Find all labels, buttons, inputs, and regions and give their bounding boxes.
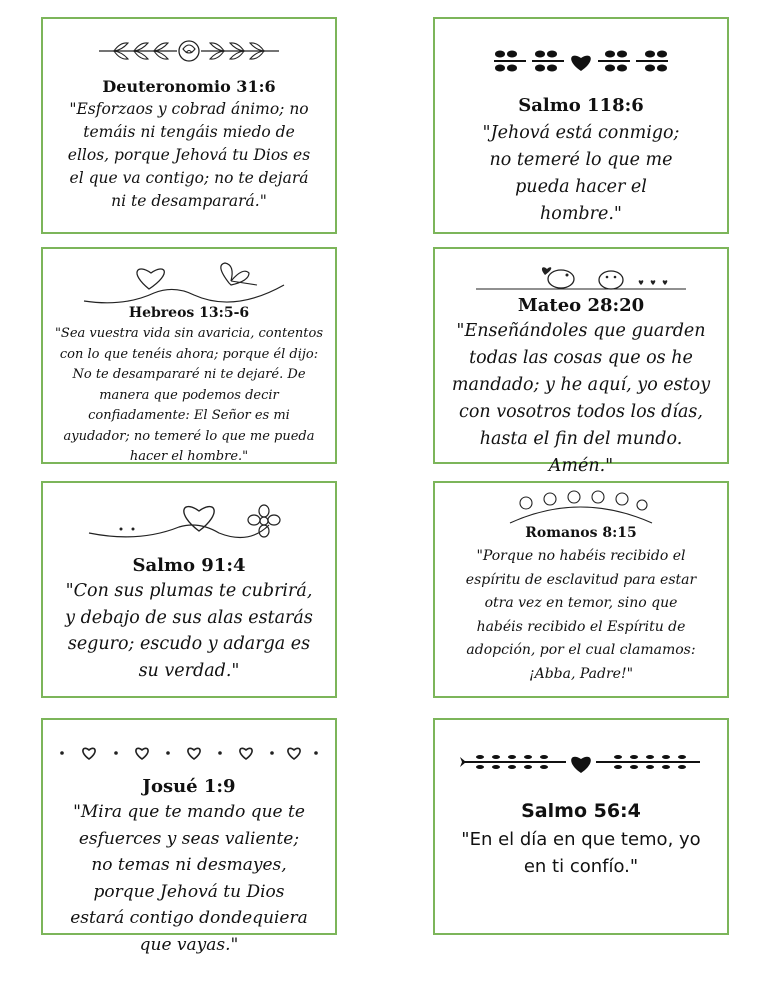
verse-card-salmo-91 (41, 481, 337, 698)
heart-laurel-icon (486, 43, 676, 79)
verse-text: "Porque no habéis recibido el espíritu de esclavitud para estar otra vez en temor, sino que habéis recibido el Espíritu de adopción, por el cual clamamos: ¡Abba, Padre!" (465, 548, 697, 682)
verse-text: "En el día en que temo, yo en ti confío." (461, 829, 701, 877)
verse-card-deuteronomio (41, 17, 337, 234)
birds-hearts-icon (471, 255, 691, 293)
verse-reference: Romanos 8:15 (525, 525, 637, 541)
verse-reference: Hebreos 13:5-6 (128, 305, 250, 321)
verse-card-salmo-118 (433, 17, 729, 234)
heart-butterfly-icon (79, 259, 299, 305)
verse-card-josue (41, 718, 337, 955)
verse-text: "Enseñándoles que guarden todas las cosas que os he mandado; y he aquí, yo estoy con vosotros todos los días, hasta el fin del mundo. Amén." (451, 321, 711, 476)
verse-text: "Jehová está conmigo; no temeré lo que me pueda hacer el hombre." (482, 123, 680, 224)
verse-card-romanos (433, 481, 729, 698)
floral-rose-icon (94, 31, 284, 71)
heart-flower-line-icon (79, 495, 299, 543)
verse-text: "Con sus plumas te cubrirá, y debajo de sus alas estarás seguro; escudo y adarga es su verdad." (65, 581, 313, 681)
verse-card-salmo-56 (433, 718, 729, 935)
light-bulbs-icon (506, 489, 656, 527)
heart-arrow-laurel-icon (456, 746, 706, 776)
verse-card-hebreos (41, 247, 337, 464)
verse-reference: Salmo 56:4 (521, 800, 641, 822)
verse-text: "Sea vuestra vida sin avaricia, contentos con lo que tenéis ahora; porque él dijo: No te desampararé ni te dejaré. De manera que podemos decir confiadamente: El Señor es mi ayudador; no temeré lo que me pueda hacer el hombre." (54, 326, 324, 464)
verse-reference: Josué 1:9 (142, 776, 236, 797)
verse-reference: Mateo 28:20 (517, 295, 645, 316)
verse-text: "Esforzaos y cobrad ánimo; no temáis ni tengáis miedo de ellos, porque Jehová tu Dios es el que va contigo; no te dejará ni te desamparará." (67, 100, 311, 210)
verse-reference: Deuteronomio 31:6 (102, 77, 276, 96)
verse-reference: Salmo 118:6 (518, 95, 644, 116)
verse-card-mateo (433, 247, 729, 476)
verse-reference: Salmo 91:4 (132, 555, 246, 576)
hearts-dots-icon (54, 742, 324, 762)
verse-text: "Mira que te mando que te esfuerces y seas valiente; no temas ni desmayes, porque Jehová tu Dios estará contigo dondequiera que vayas." (70, 802, 308, 955)
